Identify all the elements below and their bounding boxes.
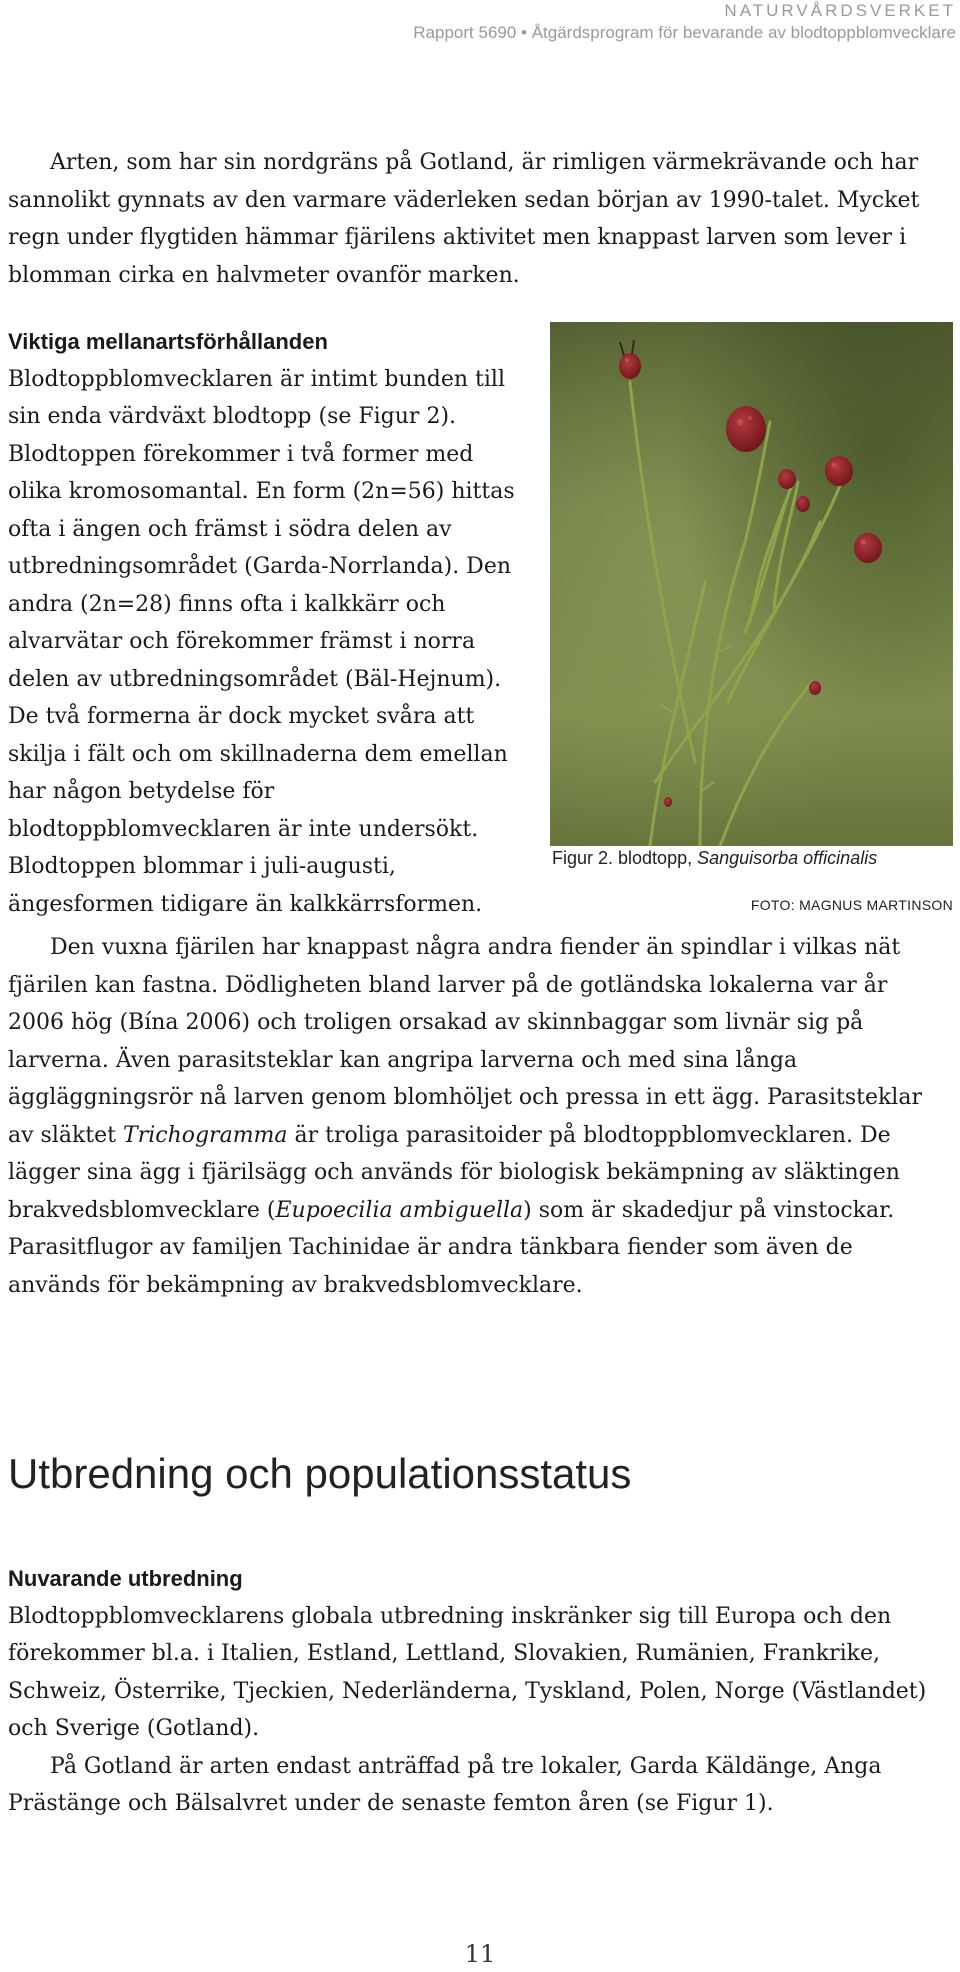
enemies-paragraph [8,929,948,1304]
distribution-section [8,1560,948,1823]
distribution-paragraph-1: Blodtoppblomvecklarens globala utbredning inskränker sig till Europa och den förekommer bl.a. i Italien, Estland, Lettland, Slovakien, Rumänien, Frankrike, Schweiz, Österrike, Tjeckien, Nederländerna, Tyskland, Polen, Norge (Västlandet) och Sverige (Gotland). [8,1603,927,1741]
interactions-text: Blodtoppblomvecklaren är intimt bunden till sin enda värdväxt blodtopp (se Figur 2). Blodtoppen förekommer i två former med olika kromosomantal. En form (2n=56) hittas ofta i ängen och främst i södra delen av utbredningsområdet (Garda-Norrlanda). Den andra (2n=28) finns ofta i kalkkärr och alvarvätar och förekommer främst i norra delen av utbredningsområdet (Bäl-Hejnum). De två formerna är dock mycket svåra att skilja i fält och om skillnaderna dem emellan har någon betydelse för blodtoppblomvecklaren är inte undersökt. Blodtoppen blommar i juli-augusti, ängesformen tidigare än kalkkärrsformen. [8,366,515,917]
genus-name: Trichogramma [123,1122,288,1148]
section-heading: Utbredning och populationsstatus [8,1450,632,1497]
enemies-text-part1: Den vuxna fjärilen har knappast några andra fiender än spindlar i vilkas nät fjärilen kan fastna. Dödligheten bland larver på de gotländska lokalerna var år 2006 hög (Bína 2006) och troligen orsakad av skinnbaggar som livnär sig på larverna. Även parasitsteklar kan angripa larverna och med sina långa äggläggningsrör nå larven genom blomhöljet och pressa in ett ägg. Parasitsteklar av släktet [8,935,922,1148]
enemies-text-part3: ) som är skadedjur på vinstockar. Parasitflugor av familjen Tachinidae är andra tänkbara fiender som även de används för bekämpning av brakvedsblomvecklare. [8,1197,895,1298]
page-header [413,0,956,44]
photo-credit: FOTO: MAGNUS MARTINSON [750,897,953,913]
page-number: 11 [464,1940,496,1968]
interactions-heading: Viktiga mellanartsförhållanden [8,329,328,354]
caption-species: Sanguisorba officinalis [697,848,878,868]
publisher-name: NATURVÅRDSVERKET [724,1,956,20]
intro-paragraph: Arten, som har sin nordgräns på Gotland, är rimligen värmekrävande och har sannolikt gynnats av den varmare väderleken sedan början av 1990-talet. Mycket regn under flygtiden hämmar fjärilens aktivitet men knappast larven som lever i blomman cirka en halvmeter ovanför marken. [8,150,920,288]
distribution-subheading: Nuvarande utbredning [8,1566,243,1591]
figure-caption [552,848,877,869]
interactions-column [8,323,533,923]
species-name: Eupoecilia ambiguella [275,1197,524,1223]
enemies-text-part2: är troliga parasitoider på blodtoppblomvecklaren. De lägger sina ägg i fjärilsägg och används för biologisk bekämpning av släktingen brakvedsblomvecklare ( [8,1122,900,1223]
figure-photo [550,322,953,846]
distribution-paragraph-2: På Gotland är arten endast anträffad på tre lokaler, Garda Käldänge, Anga Prästänge och Bälsalvret under de senaste femton åren (se Figur 1). [8,1753,882,1816]
blodtopp-photo-image [550,322,953,846]
caption-prefix: Figur 2. blodtopp, [552,848,698,868]
report-title: Rapport 5690 • Åtgärdsprogram för bevarande av blodtoppblomvecklare [413,23,956,42]
